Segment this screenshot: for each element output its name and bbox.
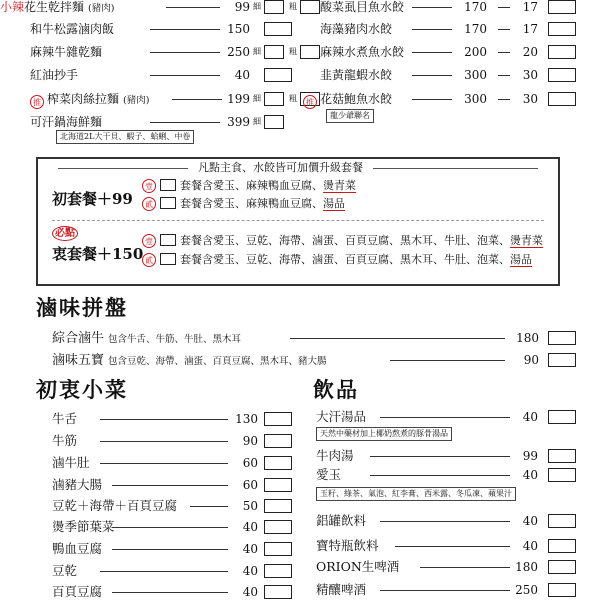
noodle-thin-checkbox[interactable]	[264, 0, 284, 14]
set-second-tag: 必點	[52, 226, 78, 241]
noodle-thick-label: 粗	[289, 2, 297, 11]
item-checkbox[interactable]	[264, 68, 292, 82]
item-checkbox[interactable]	[264, 585, 292, 599]
drink-item	[316, 407, 366, 427]
item-price: 200	[464, 45, 487, 59]
item-price: 40	[234, 68, 250, 82]
item-checkbox[interactable]	[548, 45, 576, 59]
item-checkbox[interactable]	[264, 412, 292, 426]
item-checkbox[interactable]	[548, 68, 576, 82]
top-right-item	[320, 65, 392, 85]
side-item	[52, 582, 102, 602]
item-checkbox[interactable]	[264, 434, 292, 448]
dumpling-count: 17	[522, 0, 538, 14]
item-price: 40	[522, 410, 538, 424]
leader-line	[498, 52, 510, 53]
drink-item	[316, 536, 379, 556]
top-right-item	[320, 42, 404, 62]
leader-line	[380, 590, 510, 591]
noodle-thin-label: 細	[253, 47, 261, 56]
item-checkbox[interactable]	[548, 410, 576, 424]
top-right-item	[320, 0, 404, 17]
item-name: 百頁豆腐	[52, 584, 103, 599]
item-name: 愛玉	[316, 467, 342, 482]
drink-item	[316, 446, 354, 466]
item-checkbox[interactable]	[548, 0, 576, 14]
item-name: 紅油抄手	[30, 68, 79, 82]
item-checkbox[interactable]	[264, 542, 292, 556]
leader-line	[380, 417, 510, 418]
item-name: 豆乾＋海帶＋百頁豆腐	[52, 498, 178, 513]
seafood-note: 北海道2L大干貝、蝦子、蛤蜊、中卷	[56, 130, 194, 144]
top-right-item	[320, 19, 392, 39]
item-name: 大汗湯品	[316, 409, 367, 424]
item-price: 40	[242, 542, 258, 556]
item-name: 可汗鍋海鮮麵	[30, 115, 103, 129]
noodle-thin-label: 細	[253, 117, 261, 126]
item-price: 399	[227, 115, 250, 129]
leader-line	[498, 7, 510, 8]
noodle-thick-checkbox[interactable]	[300, 0, 320, 14]
leader-line	[290, 338, 505, 339]
item-name: ORION生啤酒	[316, 559, 400, 574]
item-price: 50	[242, 499, 258, 513]
item-name: 花生乾拌麵	[24, 0, 85, 14]
item-name: 綜合滷牛	[52, 331, 105, 346]
item-checkbox[interactable]	[548, 468, 576, 482]
leader-line	[112, 592, 228, 593]
item-price: 40	[242, 520, 258, 534]
item-price: 170	[464, 22, 487, 36]
item-price: 90	[523, 353, 539, 367]
item-price: 40	[522, 514, 538, 528]
leader-line	[100, 463, 228, 464]
item-name: 滷味五寶	[52, 353, 105, 368]
item-name: 花菇鮑魚水餃	[320, 92, 393, 106]
item-price: 60	[242, 478, 258, 492]
item-name: 牛舌	[52, 411, 78, 426]
noodle-thin-label: 細	[253, 2, 261, 11]
item-price: 40	[522, 539, 538, 553]
item-note: (豬肉)	[123, 95, 150, 106]
side-item	[52, 517, 115, 537]
top-right-item	[303, 89, 392, 109]
item-price: 130	[235, 412, 258, 426]
recommend-badge: 推	[303, 95, 317, 109]
leader-line	[498, 29, 510, 30]
item-name: 牛肉湯	[316, 448, 354, 463]
set-second-badge-2: 貳	[142, 253, 156, 267]
item-price: 99	[522, 449, 538, 463]
item-name: 滷豬大腸	[52, 477, 103, 492]
item-checkbox[interactable]	[548, 449, 576, 463]
set-second-row-2: 套餐含愛玉、豆乾、海帶、滷蛋、百頁豆腐、黑木耳、牛肚、泡菜、湯品	[160, 253, 532, 267]
leader-line	[390, 360, 505, 361]
leader-line	[370, 456, 510, 457]
set-panel-header: 凡點主食、水餃皆可加價升級套餐	[188, 160, 373, 176]
drink-item	[316, 465, 341, 485]
set-first-label: 初套餐＋99	[52, 190, 133, 208]
drink-item	[316, 557, 399, 577]
collab-note: 龍少爺聯名	[326, 109, 374, 123]
item-name: 燙季節葉菜	[52, 519, 115, 534]
leader-line	[112, 485, 228, 486]
noodle-thick-label: 粗	[289, 47, 297, 56]
item-price: 40	[522, 468, 538, 482]
leader-line	[412, 52, 452, 53]
item-name: 韭黃龍蝦水餃	[320, 68, 393, 82]
side-item	[52, 453, 90, 473]
drink-note: 天然中藥材加上椰奶熬煮的豚骨湯品	[316, 427, 452, 441]
leader-line	[412, 99, 452, 100]
item-checkbox[interactable]	[548, 514, 576, 528]
sides-title: 初衷小菜	[36, 377, 128, 402]
spicy-tag: 小辣	[0, 0, 25, 14]
noodle-thick-label: 粗	[289, 94, 297, 103]
item-price: 180	[516, 331, 539, 345]
set-meal-panel	[36, 157, 560, 286]
item-price: 180	[515, 560, 538, 574]
side-item	[52, 475, 102, 495]
side-item	[52, 496, 177, 516]
item-price: 40	[242, 564, 258, 578]
leader-line	[100, 571, 228, 572]
item-price: 90	[242, 434, 258, 448]
leader-line	[412, 29, 452, 30]
side-item	[52, 409, 77, 429]
item-checkbox[interactable]	[264, 22, 292, 36]
recommend-badge: 推	[30, 95, 44, 109]
item-checkbox[interactable]	[548, 560, 576, 574]
item-checkbox[interactable]	[264, 520, 292, 534]
platter-item	[52, 350, 327, 370]
platter-item	[52, 328, 241, 348]
item-name: 麻辣水煮魚水餃	[320, 45, 405, 59]
item-name: 鴨血豆腐	[52, 541, 103, 556]
item-checkbox[interactable]	[264, 564, 292, 578]
side-item	[52, 539, 102, 559]
item-name: 麻辣牛雜乾麵	[30, 45, 103, 59]
item-note: 包含牛舌、牛筋、牛肚、黑木耳	[108, 334, 242, 345]
item-price: 99	[234, 0, 250, 14]
set-first-badge-1: 壹	[142, 179, 156, 193]
noodle-thick-checkbox[interactable]	[300, 45, 320, 59]
item-name: 精釀啤酒	[316, 582, 367, 597]
item-name: 和牛松露滷肉飯	[30, 22, 115, 36]
set-second-row-1: 套餐含愛玉、豆乾、海帶、滷蛋、百頁豆腐、黑木耳、牛肚、泡菜、燙青菜	[160, 234, 543, 248]
set-first-row-1: 套餐含愛玉、麻辣鴨血豆腐、燙青菜	[160, 179, 356, 193]
set-first-checkbox-1[interactable]	[160, 179, 176, 191]
item-price: 60	[242, 456, 258, 470]
leader-line	[190, 506, 228, 507]
set-first-checkbox-2[interactable]	[160, 197, 176, 209]
dumpling-count: 20	[522, 45, 538, 59]
item-price: 150	[227, 22, 250, 36]
drinks-title: 飲品	[313, 377, 359, 402]
item-checkbox[interactable]	[264, 478, 292, 492]
drink-item	[316, 580, 366, 600]
leader-line	[370, 475, 510, 476]
item-checkbox[interactable]	[264, 456, 292, 470]
item-name: 鋁罐飲料	[316, 513, 367, 528]
item-price: 300	[464, 68, 487, 82]
item-name: 寶特瓶飲料	[316, 538, 379, 553]
item-name: 豆乾	[52, 563, 78, 578]
noodle-thin-label: 細	[253, 94, 261, 103]
item-price: 40	[242, 585, 258, 599]
item-note: (豬肉)	[88, 3, 115, 14]
leader-line	[112, 527, 228, 528]
item-name: 牛筋	[52, 433, 78, 448]
item-checkbox[interactable]	[548, 92, 576, 106]
leader-line	[498, 75, 510, 76]
leader-line	[100, 441, 228, 442]
dumpling-count: 17	[522, 22, 538, 36]
item-name: 酸菜虱目魚水餃	[320, 0, 405, 14]
dumpling-count: 30	[522, 92, 538, 106]
set-second-label: 衷套餐＋150	[52, 245, 144, 263]
drink-item	[316, 511, 366, 531]
item-price: 250	[227, 45, 250, 59]
leader-line	[380, 521, 510, 522]
set-second-checkbox-1[interactable]	[160, 234, 176, 246]
side-item	[52, 561, 77, 581]
leader-line	[420, 567, 510, 568]
item-price: 199	[227, 92, 250, 106]
drink-note: 玉籽、綠茶、氣泡、紅李膏、西米露、冬瓜凍、蘋果汁	[316, 487, 516, 501]
item-checkbox[interactable]	[548, 22, 576, 36]
leader-line	[498, 99, 510, 100]
item-name: 榨菜肉絲拉麵	[47, 92, 120, 106]
item-checkbox[interactable]	[548, 353, 576, 367]
leader-line	[412, 75, 452, 76]
leader-line	[112, 549, 228, 550]
item-checkbox[interactable]	[548, 331, 576, 345]
item-checkbox[interactable]	[548, 539, 576, 553]
item-name: 滷牛肚	[52, 455, 90, 470]
set-second-badge-1: 壹	[142, 234, 156, 248]
item-checkbox[interactable]	[548, 583, 576, 597]
platter-title: 滷味拼盤	[36, 295, 128, 320]
item-checkbox[interactable]	[264, 499, 292, 513]
set-first-badge-2: 貳	[142, 197, 156, 211]
noodle-thin-checkbox[interactable]	[264, 45, 284, 59]
set-second-checkbox-2[interactable]	[160, 253, 176, 265]
side-item	[52, 431, 77, 451]
dumpling-count: 30	[522, 68, 538, 82]
set-divider	[52, 220, 544, 221]
leader-line	[395, 546, 510, 547]
item-note: 包含豆乾、海帶、滷蛋、百頁豆腐、黑木耳、豬大腸	[108, 356, 327, 367]
noodle-thin-checkbox[interactable]	[264, 115, 284, 129]
leader-line	[412, 7, 452, 8]
item-price: 170	[464, 0, 487, 14]
noodle-thin-checkbox[interactable]	[264, 92, 284, 106]
leader-line	[100, 419, 228, 420]
item-price: 300	[464, 92, 487, 106]
item-price: 250	[515, 583, 538, 597]
item-name: 海藻豬肉水餃	[320, 22, 393, 36]
set-first-row-2: 套餐含愛玉、麻辣鴨血豆腐、湯品	[160, 197, 345, 211]
